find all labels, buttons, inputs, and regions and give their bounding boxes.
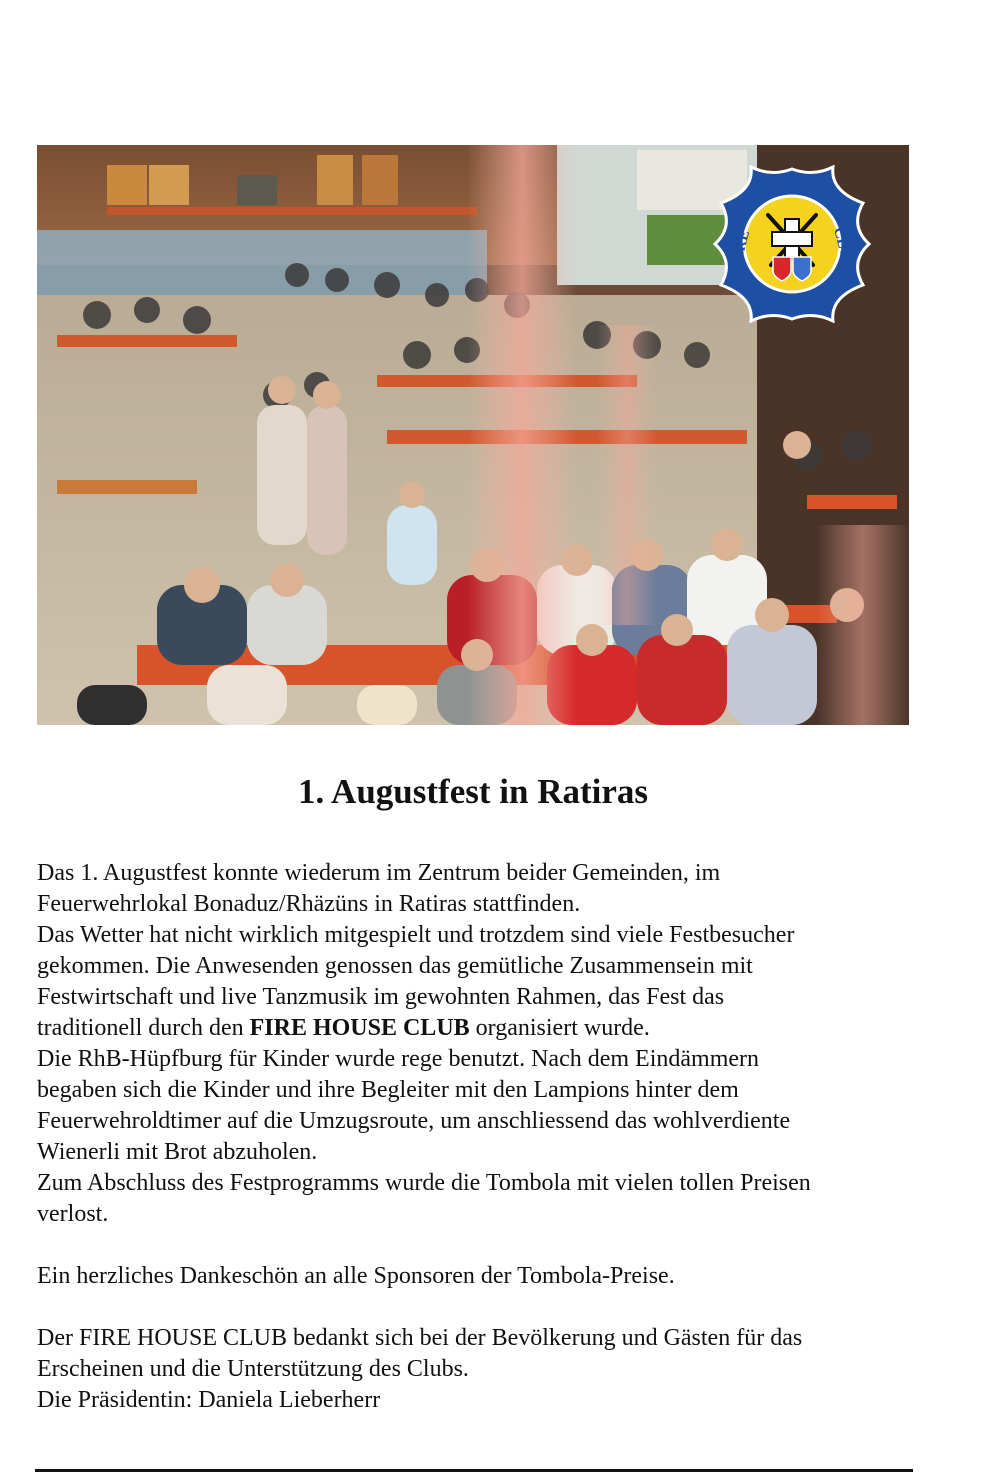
- paragraph-6-line-2: Erscheinen und die Unterstützung des Clubs.: [37, 1356, 469, 1382]
- spacer: [37, 1230, 927, 1261]
- paragraph-3-line-3: Feuerwehroldtimer auf die Umzugsroute, um anschliessend das wohlverdiente: [37, 1108, 791, 1134]
- bottom-rule: [35, 1469, 913, 1472]
- paragraph-3-line-1: Die RhB-Hüpfburg für Kinder wurde rege benutzt. Nach dem Eindämmern: [37, 1046, 760, 1072]
- svg-text:HOUSE: HOUSE: [762, 178, 822, 197]
- paragraph-4-line-2: verlost.: [37, 1201, 109, 1227]
- svg-text:CLUB: CLUB: [830, 225, 857, 271]
- svg-text:FIRE: FIRE: [728, 228, 754, 268]
- club-name-bold: FIRE HOUSE CLUB: [249, 1015, 470, 1041]
- signature-line: Die Präsidentin: Daniela Lieberherr: [37, 1387, 381, 1413]
- paragraph-2-line-4: [37, 1013, 927, 1044]
- article-title: 1. Augustfest in Ratiras: [297, 772, 649, 811]
- fire-house-club-logo: [713, 165, 871, 323]
- fire-house-club-logo-icon: [713, 165, 871, 323]
- spacer: [37, 1292, 927, 1323]
- paragraph-2-line-3: Festwirtschaft und live Tanzmusik im gewohnten Rahmen, das Fest das: [37, 984, 725, 1010]
- text-span: organisiert wurde.: [469, 1015, 650, 1041]
- paragraph-2-line-2: gekommen. Die Anwesenden genossen das gemütliche Zusammensein mit: [37, 953, 753, 979]
- paragraph-1-line-2: Feuerwehrlokal Bonaduz/Rhäzüns in Ratiras stattfinden.: [37, 891, 581, 917]
- paragraph-6-line-1: Der FIRE HOUSE CLUB bedankt sich bei der Bevölkerung und Gästen für das: [37, 1325, 803, 1351]
- svg-text:2003: 2003: [775, 296, 809, 315]
- festival-photo: [37, 145, 909, 725]
- text-span: traditionell durch den: [37, 1015, 250, 1041]
- paragraph-3-line-2: begaben sich die Kinder und ihre Begleiter mit den Lampions hinter dem: [37, 1077, 739, 1103]
- paragraph-1-line-1: Das 1. Augustfest konnte wiederum im Zentrum beider Gemeinden, im: [37, 860, 721, 886]
- paragraph-2-line-1: Das Wetter hat nicht wirklich mitgespielt und trotzdem sind viele Festbesucher: [37, 922, 795, 948]
- article-body: [37, 858, 927, 1416]
- paragraph-4-line-1: Zum Abschluss des Festprogramms wurde die Tombola mit vielen tollen Preisen: [37, 1170, 811, 1196]
- paragraph-3-line-4: Wienerli mit Brot abzuholen.: [37, 1139, 318, 1165]
- paragraph-5: Ein herzliches Dankeschön an alle Sponsoren der Tombola-Preise.: [37, 1263, 675, 1289]
